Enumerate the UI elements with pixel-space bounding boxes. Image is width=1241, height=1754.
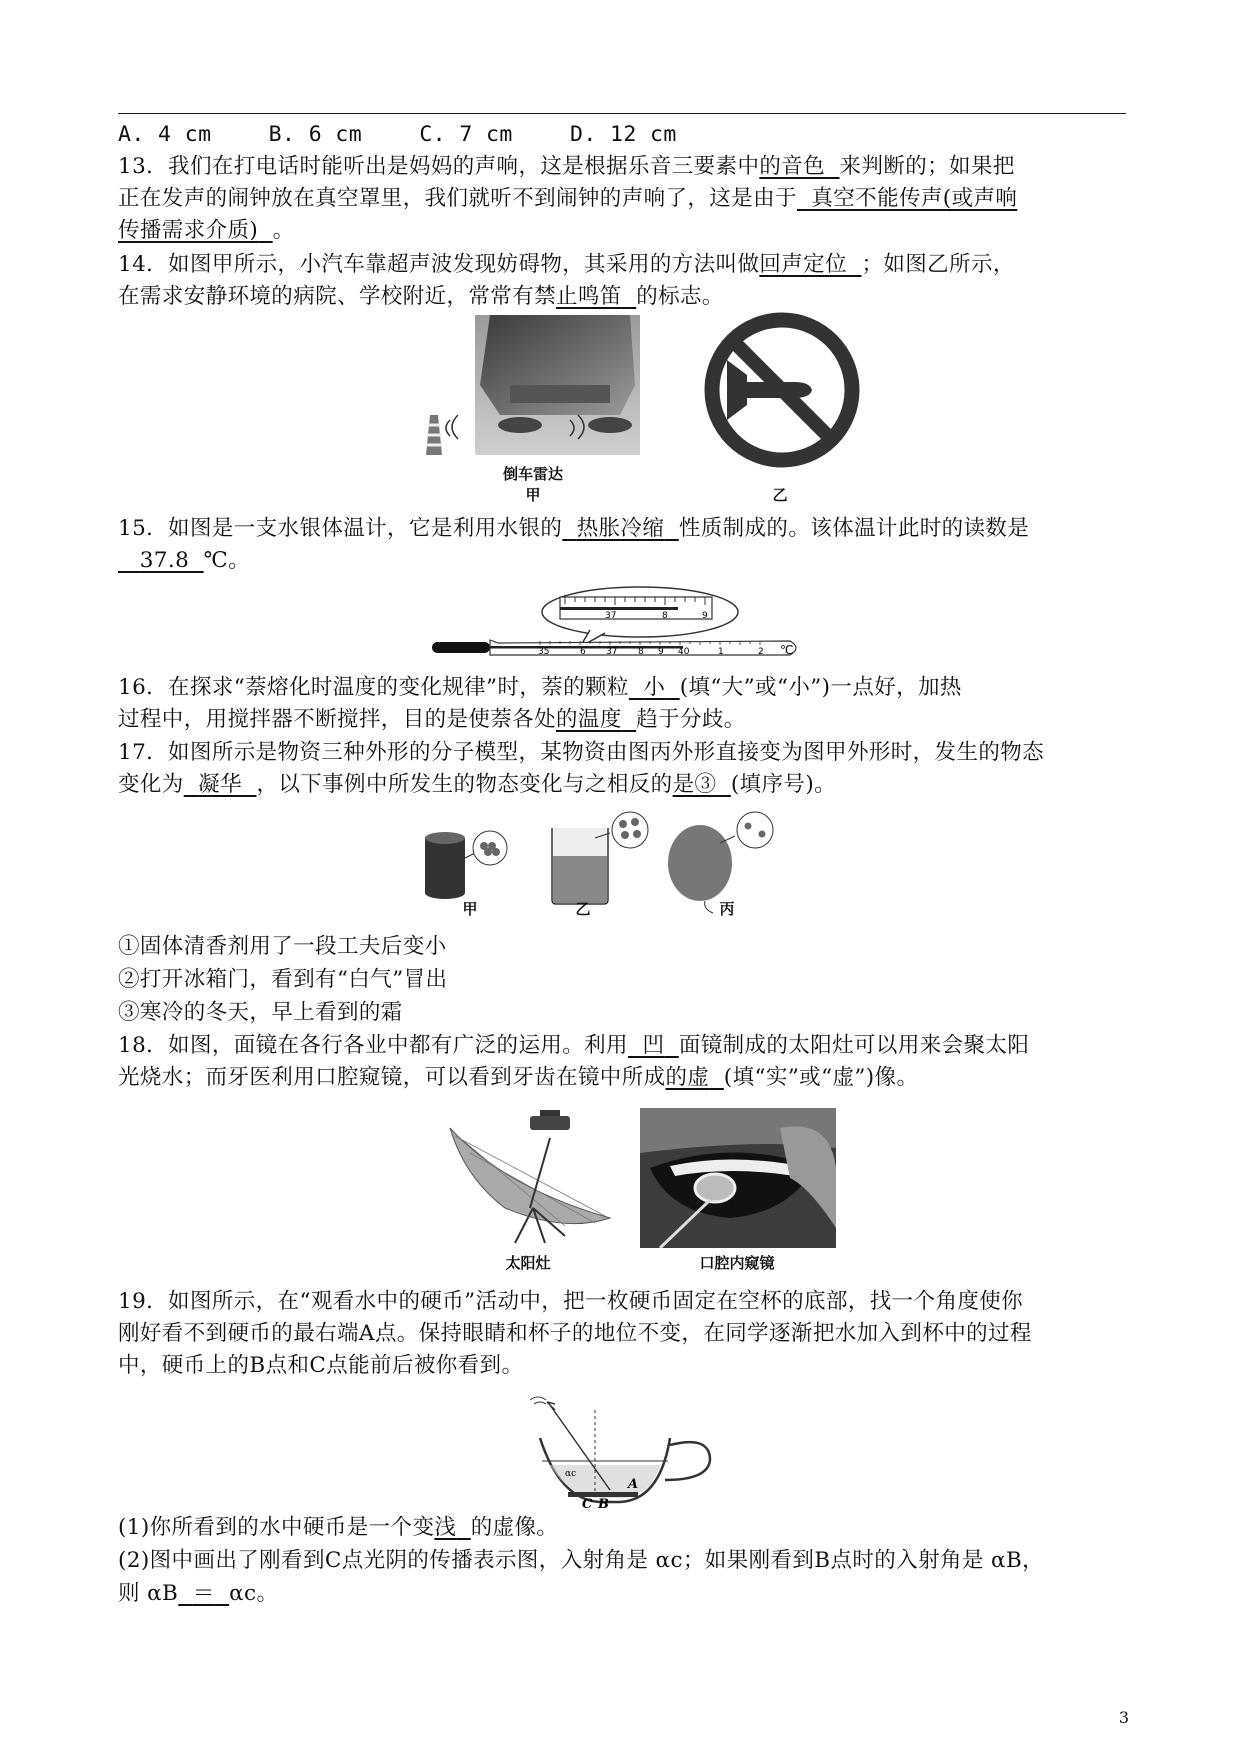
unit-label: ℃ [780,643,794,657]
scale-label: 40 [678,647,690,657]
q13-text: 正在发声的闹钟放在真空罩里，我们就听不到闹钟的声响了，这是由于 [118,186,797,211]
q19-line-2: 刚好看不到硬币的最右端A点。保持眼睛和杯子的地位不变，在同学逐渐把水加入到杯中的过程 [118,1321,1032,1346]
q13-answer-2b: 传播需求介质) [118,218,259,243]
q14-text: 的标志。 [636,284,724,309]
q12-options [118,120,727,150]
q16-text: 16．在探求“萘熔化时温度的变化规律”时，萘的颗粒 [118,675,629,700]
caption-reverse-radar: 倒车雷达 [502,465,563,483]
q13-text: 。 [272,218,295,243]
q16-answer-2: 的温度 [556,707,622,732]
q17-item-3: ③寒冷的冬天，早上看到的霜 [118,1000,403,1025]
coin-in-cup-figure [520,1390,720,1508]
caption-bing: 丙 [719,900,735,918]
q17-item-1: ①固体清香剂用了一段工夫后变小 [118,934,447,959]
scale-label: 1 [718,647,724,657]
caption-jia: 甲 [462,900,478,918]
q14-line-2 [118,282,724,312]
q19-line-1: 19．如图所示，在“观看水中的硬币”活动中，把一枚硬币固定在空杯的底部，找一个角度使你 [118,1289,1024,1314]
q13-text: 13．我们在打电话时能听出是妈妈的声响，这是根据乐音三要素中 [118,154,760,179]
q19-text: (1)你所看到的水中硬币是一个变 [118,1515,435,1540]
q12-option-b: B. 6 cm [268,122,363,147]
q15-line-1 [118,514,1029,544]
q15-answer-2: 37.8 [139,548,190,573]
q19-text: 的虚像。 [470,1515,559,1540]
q19-part-2: (2)图中画出了刚看到C点光阴的传播表示图，入射角是 αc；如果刚看到B点时的入射角是 αB， [118,1548,1045,1573]
reverse-radar-image [420,315,645,460]
q16-text: (填“大”或“小”)一点好，加热 [679,675,962,700]
q13-line-2 [118,184,1017,214]
q12-option-a: A. 4 cm [118,122,212,147]
q14-text: 14．如图甲所示，小汽车靠超声波发现妨碍物，其采用的方法叫做 [118,252,760,277]
q19-part-2b [118,1579,278,1609]
fig-label-c: C [582,1497,593,1508]
zoom-label-37: 37 [605,611,617,621]
q15-text: 15．如图是一支水银体温计，它是利用水银的 [118,516,563,541]
thermometer-figure [430,585,810,665]
q17-item-2: ②打开冰箱门，看到有“白气”冒出 [118,967,448,992]
q16-answer-1: 小 [643,675,666,700]
q15-text: 性质制成的。该体温计此时的读数是 [678,516,1030,541]
q19-line-3: 中，硬币上的B点和C点能前后被你看到。 [118,1353,524,1378]
q14-answer-2: 止鸣笛 [556,284,622,309]
q14-answer-1: 回声定位 [759,252,847,277]
q16-line-2 [118,705,746,735]
q17-line-2 [118,770,836,800]
q13-text: 来判断的；如果把 [839,154,1015,179]
q16-line-1 [118,673,962,703]
q16-text: 趋于分歧。 [636,707,746,732]
q13-line-3 [118,216,295,246]
q13-answer-1: 的音色 [759,154,826,179]
q17-text: 变化为 [118,772,184,797]
q17-line-1: 17．如图所示是物资三种外形的分子模型，某物资由图丙外形直接变为图甲外形时，发生的物态 [118,740,1045,765]
q15-line-2 [118,546,250,576]
q18-line-1 [118,1031,1029,1061]
q18-answer-2: 的虚 [665,1065,710,1090]
q17-answer-1: 凝华 [198,772,242,797]
q15-answer-1: 热胀冷缩 [576,516,665,541]
caption-yi: 乙 [772,486,788,504]
page-number: 3 [1118,1708,1129,1727]
scale-label: 37 [606,647,618,657]
q18-answer-1: 凹 [642,1033,665,1058]
oral-mirror-image [640,1108,836,1248]
q18-line-2 [118,1063,918,1093]
zoom-label-8: 8 [662,611,668,621]
scale-label: 2 [758,647,764,657]
no-honking-sign-icon [702,310,862,470]
scale-label: 9 [658,647,664,657]
q17-text: ，以下事例中所发生的物态变化与之相反的 [256,772,673,797]
q14-text: ；如图乙所示， [861,252,1015,277]
q18-text: 光烧水；而牙医利用口腔窥镜，可以看到牙齿在镜中所成 [118,1065,666,1090]
header-rule [118,113,1126,114]
q17-text: (填序号)。 [730,772,837,797]
q19-answer-1: 浅 [434,1515,457,1540]
q12-option-c: C. 7 cm [419,122,513,147]
q18-text: (填“实”或“虚”)像。 [723,1065,919,1090]
scale-label: 6 [580,647,586,657]
q13-line-1 [118,152,1015,182]
q19-part-1 [118,1513,558,1543]
solar-cooker-image [445,1108,615,1248]
fig-label-b: B [598,1497,609,1508]
q19-text: αc。 [229,1581,279,1606]
q16-text: 过程中，用搅拌器不断搅拌，目的是使萘各处 [118,707,557,732]
q15-text: ℃。 [203,548,251,573]
q17-answer-2: 是③ [672,772,717,797]
fig-label-alpha-c: αc [565,1469,577,1479]
caption-jia: 甲 [525,486,541,504]
zoom-label-9: 9 [702,611,708,621]
caption-solar-cooker: 太阳灶 [505,1254,551,1272]
fig-label-a: A [628,1477,639,1492]
q14-line-1 [118,250,1015,280]
q13-answer-2a: 真空不能传声(或声响 [811,186,1018,211]
q19-answer-2: ＝ [192,1581,215,1606]
q18-text: 18．如图，面镜在各行各业中都有广泛的运用。利用 [118,1033,628,1058]
caption-oral-mirror: 口腔内窥镜 [699,1254,775,1272]
scale-label: 8 [638,647,644,657]
q12-option-d: D. 12 cm [569,122,677,147]
q18-text: 面镜制成的太阳灶可以用来会聚太阳 [678,1033,1030,1058]
caption-yi: 乙 [575,900,591,918]
q19-text: 则 αB [118,1581,179,1606]
scale-label: 35 [538,647,550,657]
q14-text: 在需求安静环境的病院、学校附近，常常有禁 [118,284,557,309]
